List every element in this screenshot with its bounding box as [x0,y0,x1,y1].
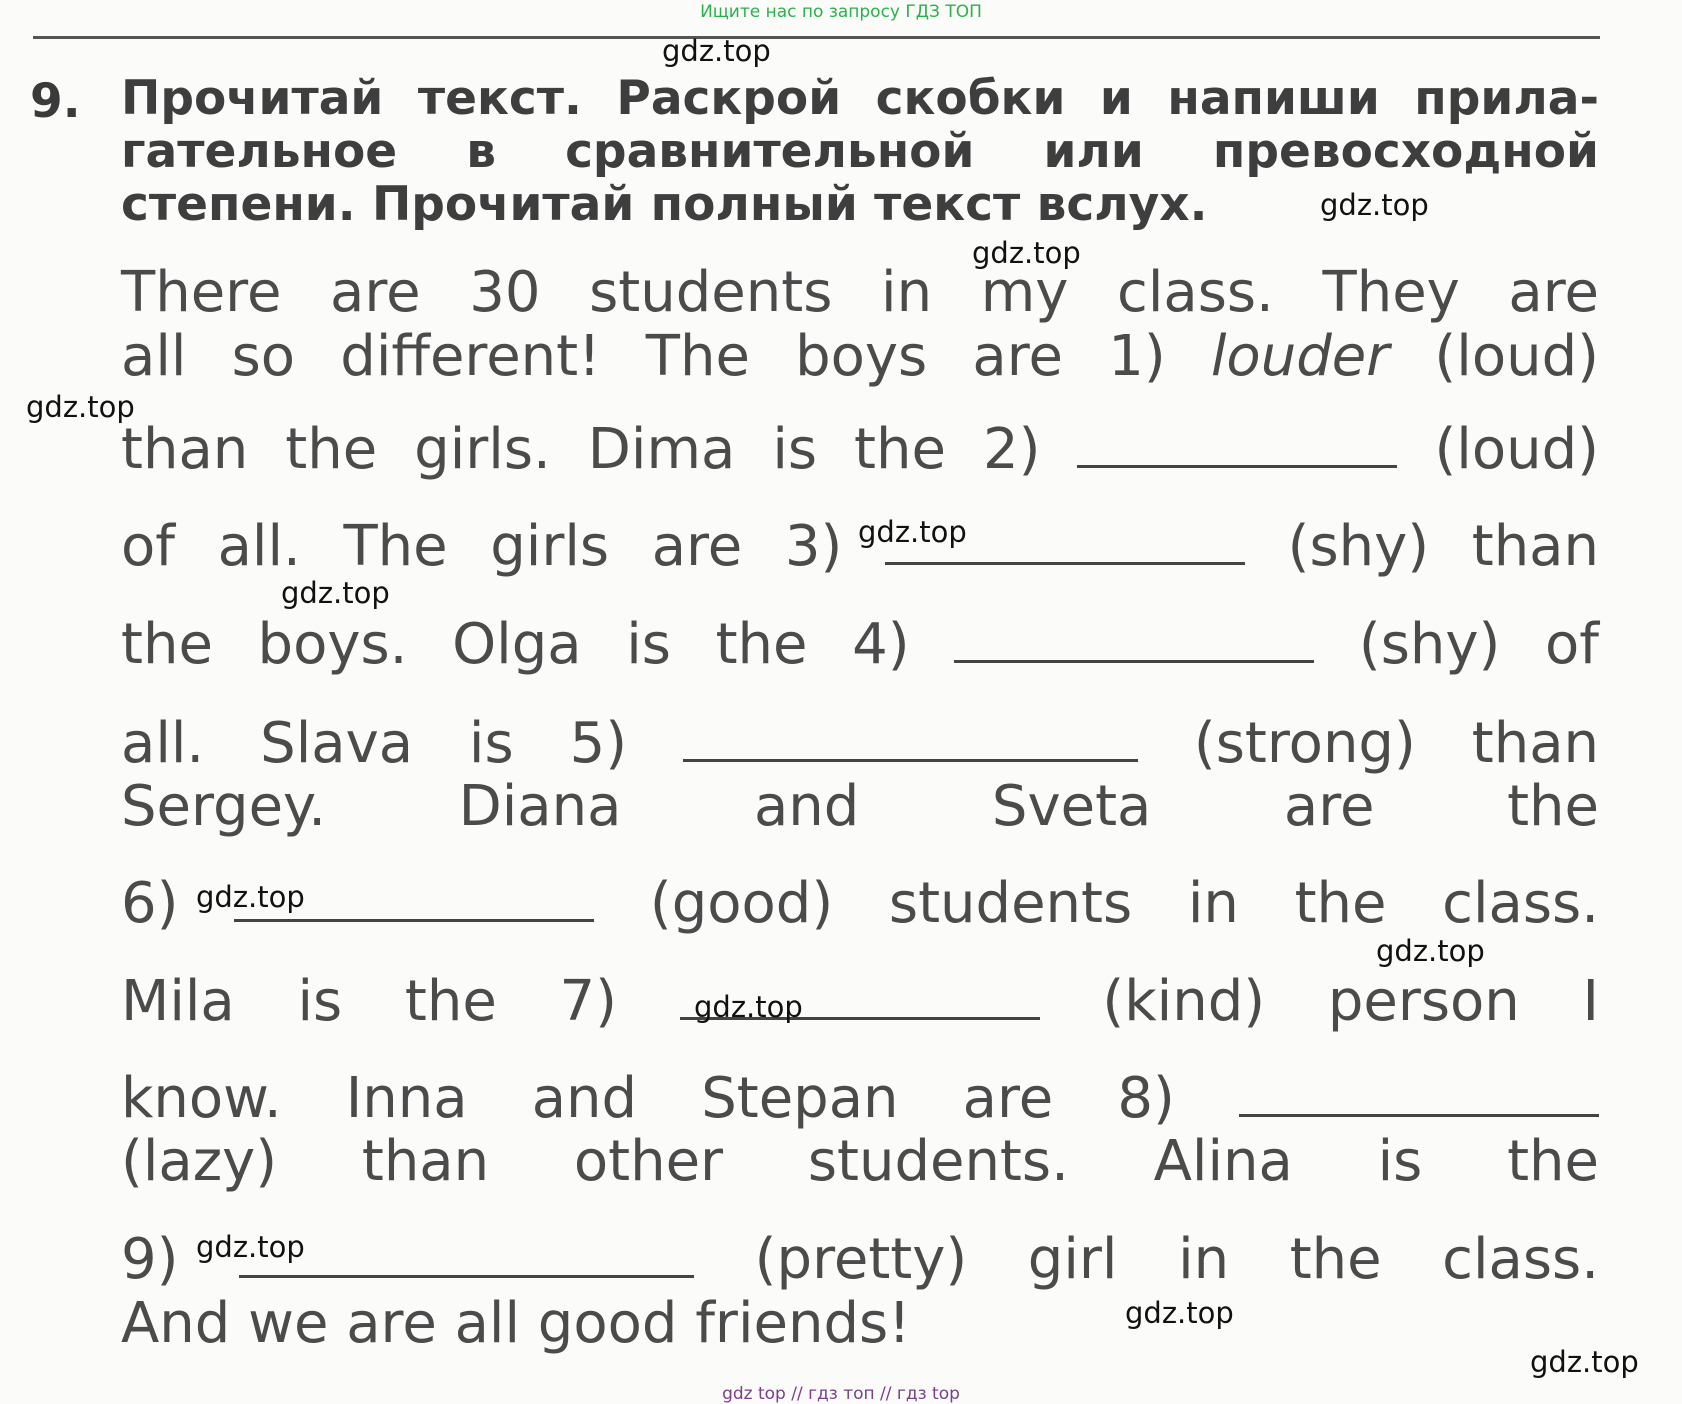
text-fragment: (shy) than [1287,514,1599,579]
text-line-5 [121,613,1599,677]
watermark: gdz.top [1376,934,1485,968]
text-fragment: all so different! The boys are 1) [121,324,1166,389]
watermark: gdz.top [858,515,967,549]
text-line-2 [121,325,1599,389]
instruction-line-3: степени. Прочитай полный текст вслух. [121,177,1208,232]
instruction-line-2: гательное в сравнительной или превосходной [121,124,1599,179]
text-line-11: (lazy) than other students. Alina is the [121,1129,1599,1194]
answer-blank-8[interactable] [1239,1076,1599,1117]
footer-links: gdz top // гдз топ // гдз top [722,1384,960,1404]
watermark: gdz.top [1125,1296,1234,1330]
text-fragment: (loud) [1434,324,1599,389]
text-line-9 [121,970,1599,1034]
text-line-8 [121,872,1599,936]
text-fragment: (good) students in the class. [649,871,1599,936]
text-fragment: (pretty) girl in the class. [754,1227,1599,1292]
answer-blank-5[interactable] [683,721,1138,762]
text-line-13: And we are all good friends! [121,1291,911,1356]
watermark: gdz.top [196,1230,305,1264]
instruction-line-1: Прочитай текст. Раскрой скобки и напиши прила- [121,71,1599,126]
text-fragment: (shy) of [1358,612,1600,677]
watermark: gdz.top [26,390,135,424]
watermark: gdz.top [196,880,305,914]
text-fragment: 9) [121,1227,179,1292]
text-line-3 [121,418,1599,482]
site-banner: Ищите нас по запросу ГДЗ ТОП [700,2,982,22]
text-fragment: all. Slava is 5) [121,711,628,776]
text-fragment: 6) [121,871,179,936]
answer-example: louder [1210,324,1390,389]
task-number: 9. [30,74,81,129]
text-line-6 [121,712,1599,776]
text-fragment: than the girls. Dima is the 2) [121,417,1041,482]
text-fragment: Mila is the 7) [121,969,617,1034]
text-fragment: know. Inna and Stepan are 8) [121,1066,1175,1131]
watermark: gdz.top [972,236,1081,270]
answer-blank-4[interactable] [954,622,1314,663]
text-fragment: (strong) than [1193,711,1599,776]
watermark: gdz.top [1530,1345,1639,1379]
text-fragment: the boys. Olga is the 4) [121,612,910,677]
watermark: gdz.top [1320,188,1429,222]
text-line-1: There are 30 students in my class. They are [121,260,1599,325]
text-line-12 [121,1228,1599,1292]
watermark: gdz.top [694,990,803,1024]
text-fragment: (loud) [1434,417,1599,482]
watermark: gdz.top [662,34,771,68]
text-line-10 [121,1067,1599,1131]
text-line-7: Sergey. Diana and Sveta are the [121,774,1599,839]
text-fragment: (kind) person I [1102,969,1599,1034]
watermark: gdz.top [281,576,390,610]
header-rule [33,36,1600,39]
answer-blank-9[interactable] [239,1237,694,1278]
answer-blank-2[interactable] [1077,427,1397,468]
text-fragment: of all. The girls are 3) [121,514,843,579]
